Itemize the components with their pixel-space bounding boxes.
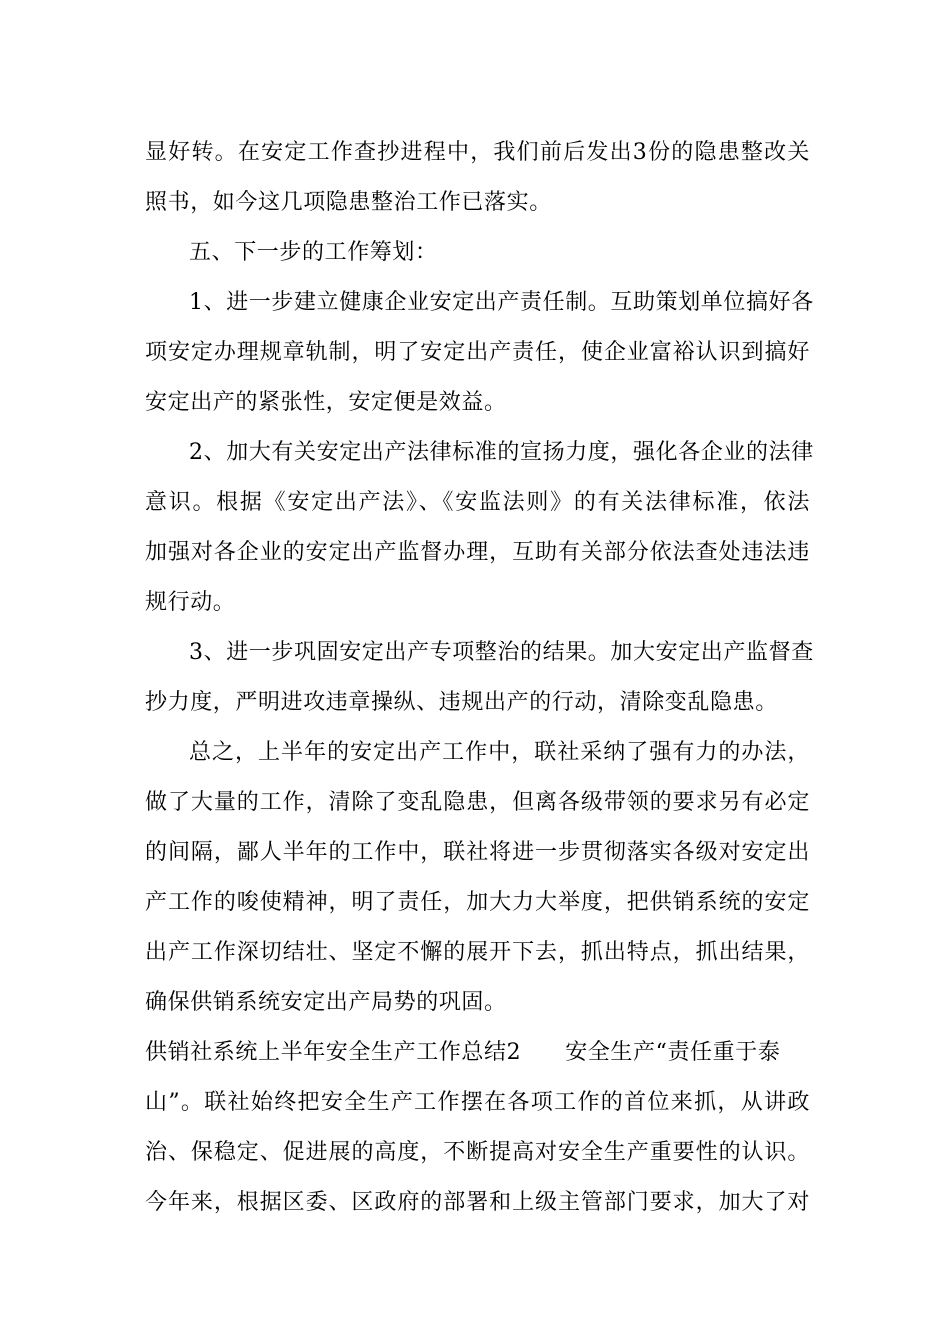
paragraph-line: 出产工作深切结壮、坚定不懈的展开下去，抓出特点，抓出结果， bbox=[145, 940, 810, 965]
paragraph-line: 项安定办理规章轨制，明了安定出产责任，使企业富裕认识到搞好 bbox=[145, 340, 810, 365]
paragraph-line: 显好转。在安定工作查抄进程中，我们前后发出3份的隐患整改关 bbox=[145, 140, 810, 165]
paragraph-line: 安定出产的紧张性，安定便是效益。 bbox=[145, 390, 507, 415]
paragraph-line: 治、保稳定、促进展的高度，不断提高对安全生产重要性的认识。 bbox=[145, 1140, 810, 1165]
paragraph-line: 今年来，根据区委、区政府的部署和上级主管部门要求，加大了对 bbox=[145, 1190, 810, 1215]
paragraph-line: 的间隔，鄙人半年的工作中，联社将进一步贯彻落实各级对安定出 bbox=[145, 840, 810, 865]
paragraph-line: 确保供销系统安定出产局势的巩固。 bbox=[145, 990, 507, 1015]
section-first-line: 安全生产“责任重于泰 bbox=[565, 1040, 781, 1065]
section-heading: 五、下一步的工作筹划： bbox=[189, 240, 438, 265]
paragraph-line: 照书，如今这几项隐患整治工作已落实。 bbox=[145, 190, 552, 215]
paragraph-line: 2、加大有关安定出产法律标准的宣扬力度，强化各企业的法律 bbox=[189, 440, 814, 465]
section-title-line bbox=[145, 1040, 780, 1066]
paragraph-line: 抄力度，严明进攻违章操纵、违规出产的行动，清除变乱隐患。 bbox=[145, 690, 778, 715]
paragraph-line: 产工作的唆使精神，明了责任，加大力大举度，把供销系统的安定 bbox=[145, 890, 810, 915]
paragraph-line: 3、进一步巩固安定出产专项整治的结果。加大安定出产监督查 bbox=[189, 640, 814, 665]
paragraph-line: 意识。根据《安定出产法》、《安监法则》的有关法律标准，依法 bbox=[145, 490, 810, 515]
paragraph-line: 1、进一步建立健康企业安定出产责任制。互助策划单位搞好各 bbox=[189, 290, 814, 315]
paragraph-line: 规行动。 bbox=[145, 590, 236, 615]
paragraph-line: 总之，上半年的安定出产工作中，联社采纳了强有力的办法， bbox=[189, 740, 810, 765]
paragraph-line: 做了大量的工作，清除了变乱隐患，但离各级带领的要求另有必定 bbox=[145, 790, 810, 815]
paragraph-line: 加强对各企业的安定出产监督办理，互助有关部分依法查处违法违 bbox=[145, 540, 810, 565]
paragraph-line: 山”。联社始终把安全生产工作摆在各项工作的首位来抓，从讲政 bbox=[145, 1090, 810, 1115]
section-title: 供销社系统上半年安全生产工作总结2 bbox=[145, 1040, 522, 1065]
